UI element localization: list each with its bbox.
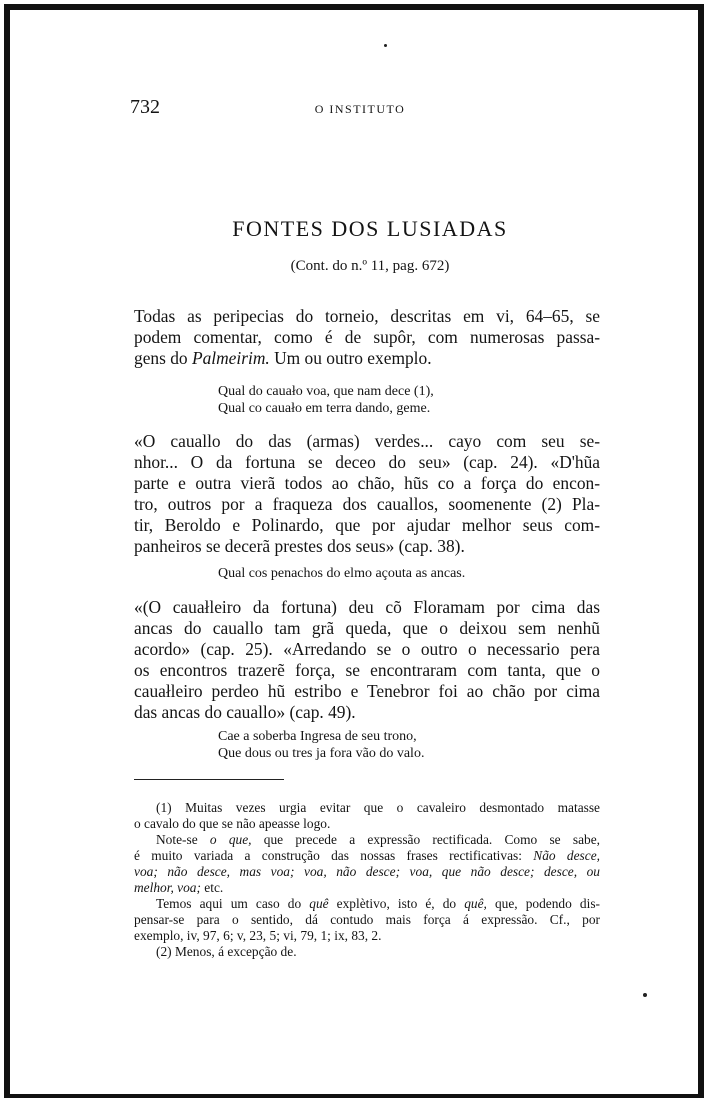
text-line: nhor... O da fortuna se deceo do seu» (cap. 24). «D'hũa <box>134 452 600 472</box>
footnote-1-continuation <box>134 832 600 896</box>
note-line <box>134 848 600 864</box>
speck-mark <box>643 993 647 997</box>
text-line: podem comentar, como é de supôr, com numerosas passa- <box>134 327 600 347</box>
article-title: FONTES DOS LUSIADAS <box>232 216 508 241</box>
italic-run: melhor, voa; <box>134 880 201 895</box>
italic-run: Palmeirim. <box>191 348 270 368</box>
footnote-divider <box>134 779 284 780</box>
page-header <box>130 96 590 120</box>
text-line: cauałleiro perdeo hũ estribo e Tenebror foi ao chão por cima <box>134 681 600 701</box>
text-run: gens do <box>134 348 192 368</box>
note-line <box>134 864 600 880</box>
italic-run: Não desce, <box>533 848 600 863</box>
verse-line: Que dous ou tres ja fora vão do valo. <box>218 746 425 761</box>
italic-run: quê, <box>464 896 487 911</box>
verse-line: Qual cos penachos do elmo açouta as ancas. <box>218 566 466 581</box>
text-line: acordo» (cap. 25). «Arredando se o outro o necessario pera <box>134 639 600 659</box>
speck-mark <box>384 44 387 47</box>
text-line: Todas as peripecias do torneio, descritas em vi, 64–65, se <box>134 306 600 326</box>
text-line <box>134 348 600 369</box>
running-title: O INSTITUTO <box>314 102 406 116</box>
text-line: ancas do cauallo tam grã queda, que o deixou sem nenhũ <box>134 618 600 638</box>
verse-quote-2 <box>218 565 465 582</box>
verse-line: Cae a soberba Ingresa de seu trono, <box>218 729 417 744</box>
footnote-1-remark <box>134 896 600 944</box>
note-line <box>134 880 600 896</box>
page-number: 732 <box>130 96 160 118</box>
note-line: (2) Menos, á excepção de. <box>156 944 297 959</box>
note-line: exemplo, iv, 97, 6; v, 23, 5; vi, 79, 1; ix, 83, 2. <box>134 928 382 943</box>
note-line <box>134 896 600 912</box>
footnote-2 <box>134 944 600 960</box>
text-run: Um ou outro exemplo. <box>269 348 432 368</box>
text-line: «(O cauałleiro da fortuna) deu cõ Floramam por cima das <box>134 597 600 617</box>
verse-line: Qual do cauało voa, que nam dece (1), <box>218 384 434 399</box>
text-line: os encontros trazerẽ força, se encontraram com tanta, que o <box>134 660 600 680</box>
article-subtitle: (Cont. do n.º 11, pag. 672) <box>290 258 450 274</box>
text-run: explètivo, isto é, do <box>328 896 465 911</box>
text-run: Temos aqui um caso do <box>156 896 310 911</box>
text-line: panheiros se decerã prestes dos seus» (cap. 38). <box>134 536 465 556</box>
text-run: que, podendo dis- <box>486 896 600 911</box>
text-run: que precede a expressão rectificada. Como se sabe, <box>251 832 600 847</box>
verse-quote-3 <box>218 728 424 762</box>
text-run: etc. <box>200 880 224 895</box>
text-line: tro, outros por a fraqueza dos cauallos, soomenente (2) Pla- <box>134 494 600 514</box>
text-line: das ancas do cauallo» (cap. 49). <box>134 702 356 722</box>
text-run: é muito variada a construção das nossas frases rectificativas: <box>134 848 534 863</box>
note-line: o cavalo do que se não apeasse logo. <box>134 816 331 831</box>
italic-run: o que, <box>209 832 252 847</box>
footnote-1 <box>134 800 600 832</box>
verse-quote-1 <box>218 383 434 417</box>
paragraph-3 <box>134 597 600 723</box>
italic-run: quê <box>309 896 329 911</box>
note-line <box>134 832 600 848</box>
text-line: parte e outra vierã todos ao chão, hũs co a força do encon- <box>134 473 600 493</box>
paragraph-2 <box>134 431 600 557</box>
text-line: tir, Beroldo e Polinardo, que por ajudar melhor seus com- <box>134 515 600 535</box>
text-line: «O cauallo do das (armas) verdes... cayo com seu se- <box>134 431 600 451</box>
paragraph-1 <box>134 306 600 369</box>
text-run: Note-se <box>156 832 210 847</box>
note-line: pensar-se para o sentido, dá contudo mais força á expressão. Cf., por <box>134 912 600 927</box>
verse-line: Qual co cauało em terra dando, geme. <box>218 401 431 416</box>
italic-run: voa; não desce, mas voa; voa, não desce; voa, que não desce; desce, ou <box>134 864 600 879</box>
note-line: (1) Muitas vezes urgia evitar que o cavaleiro desmontado matasse <box>156 800 600 815</box>
